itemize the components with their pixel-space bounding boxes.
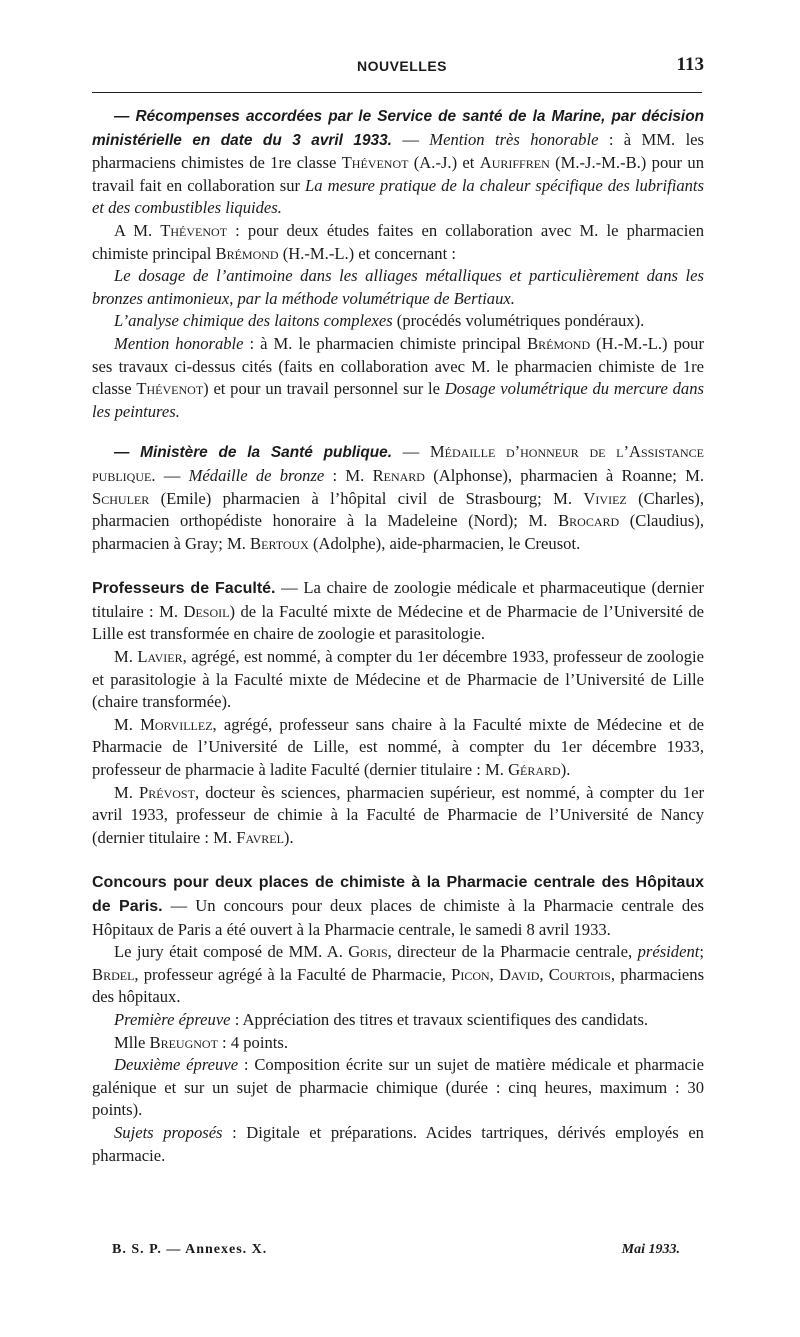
paragraph: Le jury était composé de MM. A. Goris, directeur de la Pharmacie centrale, président; Brdel, professeur agrégé à la Faculté de Pharmacie, Picon, David, Courtois, pharmaciens des hôpitaux.	[92, 942, 705, 1007]
person-name: David	[498, 964, 540, 984]
person-name: Brémond	[215, 243, 279, 263]
article-body	[92, 105, 704, 1167]
paragraph: M. Morvillez, agrégé, professeur sans chaire à la Faculté mixte de Médecine et de Pharmacie de l’Université de Lille, est nommé, à compter du 1er décembre 1933, professeur de pharmacie à ladite Faculté (dernier titulaire : M. Gérard).	[92, 714, 704, 780]
person-name: Favrel	[236, 827, 284, 847]
person-name: Viviez	[583, 488, 627, 508]
person-name: Breugnot	[149, 1032, 218, 1052]
paragraph-ministere-sante: — Ministère de la Santé publique. — Médaille d’honneur de l’Assistance publique. — Médaille de bronze : M. Renard (Alphonse), pharmacien à Roanne; M. Schuler (Emile) pharmacien à l’hôpital civil de Strasbourg; M. Viviez (Charles), pharmacien orthopédiste honoraire à la Madeleine (Nord); M. Brocard (Claudius), pharmacien à Gray; M. Bertoux (Adolphe), aide-pharmacien, le Creusot.	[92, 442, 705, 553]
page-header	[92, 52, 712, 82]
section-heading: — Récompenses accordées par le Service de santé de la Marine, par décision ministérielle en date du 3 avril 1933.	[92, 108, 704, 149]
person-name: Picon	[451, 964, 490, 984]
running-title: NOUVELLES	[356, 58, 448, 74]
paragraph: M. Prévost, docteur ès sciences, pharmacien supérieur, est nommé, à compter du 1er avril 1933, professeur de chimie à la Faculté de Pharmacie de l’Université de Nancy (dernier titulaire : M. Favrel).	[92, 782, 704, 847]
work-title: La mesure pratique de la chaleur spécifique des lubrifiants et des combustibles liquides.	[92, 175, 705, 218]
header-rule	[92, 92, 702, 93]
person-name: Thévenot	[341, 153, 409, 173]
paragraph: A M. Thévenot : pour deux études faites en collaboration avec M. le pharmacien chimiste principal Brémond (H.-M.-L.) et concernant :	[92, 220, 704, 263]
work-title: Le dosage de l’antimoine dans les alliages métalliques et particulièrement dans les bronzes antimonieux, par la méthode volumétrique de Bertiaux.	[92, 266, 704, 308]
person-name: Thévenot	[160, 220, 228, 240]
paragraph-recompenses-marine: — Récompenses accordées par le Service de santé de la Marine, par décision ministérielle en date du 3 avril 1933. — Mention très honorable : à MM. les pharmaciens chimistes de 1re classe Thévenot (A.-J.) et Auriffren (M.-J.-M.-B.) pour un travail fait en collaboration sur La mesure pratique de la chaleur spécifique des lubrifiants et des combustibles liquides.	[92, 108, 705, 218]
person-name: Brocard	[558, 511, 620, 531]
person-name: Bertoux	[250, 533, 309, 553]
paragraph: Première épreuve : Appréciation des titres et travaux scientifiques des candidats.	[114, 1009, 649, 1029]
page	[92, 52, 712, 1167]
section-heading: — Ministère de la Santé publique.	[114, 444, 392, 462]
person-name: Goris	[348, 942, 388, 962]
work-title: Dosage volumétrique du mercure dans les peintures.	[92, 379, 704, 421]
paragraph: M. Lavier, agrégé, est nommé, à compter du 1er décembre 1933, professeur de zoologie et parasitologie à la Faculté mixte de Médecine et de Pharmacie de l’Université de Lille (chaire transformée).	[92, 647, 704, 712]
paragraph-concours: Concours pour deux places de chimiste à la Pharmacie centrale des Hôpitaux de Paris. — Un concours pour deux places de chimiste à la Pharmacie centrale des Hôpitaux de Paris a été ouvert à la Pharmacie centrale, le samedi 8 avril 1933.	[92, 874, 705, 939]
section-heading: Concours pour deux places de chimiste à la Pharmacie centrale des Hôpitaux de Paris.	[92, 874, 704, 915]
page-footer	[112, 1242, 680, 1264]
work-title: L’analyse chimique des laitons complexes	[114, 311, 393, 331]
person-name: Courtois	[548, 964, 611, 984]
paragraph: Deuxième épreuve : Composition écrite sur un sujet de matière médicale et pharmacie galénique et sur un sujet de pharmacie chimique (durée : cinq heures, maximum : 30 points).	[92, 1055, 704, 1120]
person-name: Lavier	[137, 647, 183, 667]
paragraph-professeurs: Professeurs de Faculté. — La chaire de zoologie médicale et pharmaceutique (dernier titulaire : M. Desoil) de la Faculté mixte de Médecine et de Pharmacie de l’Université de Lille est transformée en chaire de zoologie et parasitologie.	[92, 578, 704, 644]
person-name: Morvillez	[140, 714, 213, 734]
person-name: Schuler	[92, 488, 150, 508]
paragraph: Sujets proposés : Digitale et préparations. Acides tartriques, dérivés employés en pharmacie.	[92, 1122, 704, 1165]
section-heading: Professeurs de Faculté.	[92, 580, 276, 598]
page-number: 113	[676, 54, 704, 75]
paragraph: Mlle Breugnot : 4 points.	[114, 1032, 288, 1052]
footer-journal: B. S. P. — Annexes. X.	[112, 1242, 268, 1257]
person-name: Brdel	[92, 964, 135, 984]
person-name: Gérard	[508, 760, 561, 780]
paragraph: L’analyse chimique des laitons complexes (procédés volumétriques pondéraux).	[114, 311, 645, 331]
person-name: Brémond	[527, 333, 591, 353]
person-name: Prévost	[139, 782, 195, 802]
person-name: Renard	[372, 465, 425, 485]
paragraph: Mention honorable : à M. le pharmacien chimiste principal Brémond (H.-M.-L.) pour ses travaux ci-dessus cités (faits en collaboration avec M. le pharmacien chimiste de 1re classe Thévenot) et pour un travail personnel sur le Dosage volumétrique du mercure dans les peintures.	[92, 333, 704, 421]
person-name: Thévenot	[136, 379, 204, 399]
footer-date: Mai 1933.	[621, 1242, 680, 1257]
person-name: Auriffren	[479, 153, 550, 173]
person-name: Desoil	[183, 601, 230, 621]
paragraph	[92, 265, 704, 310]
